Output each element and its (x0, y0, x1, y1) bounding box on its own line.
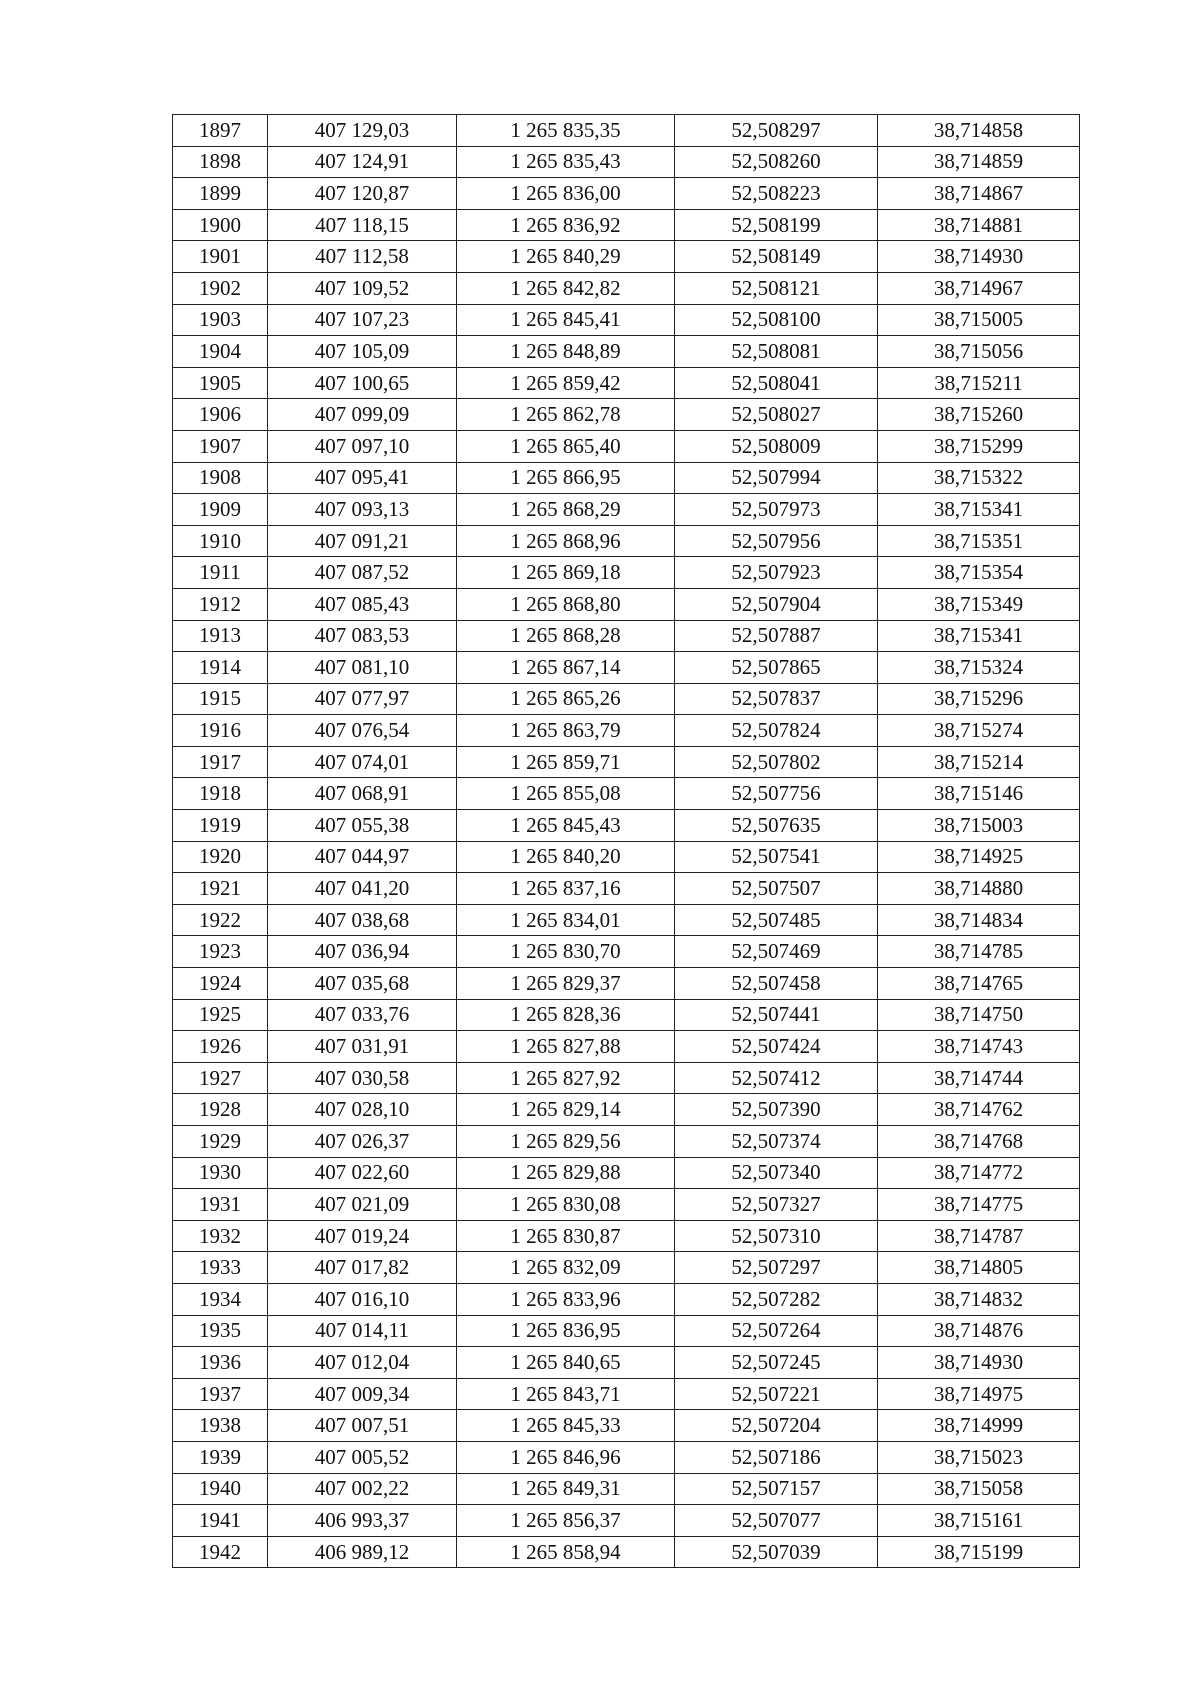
latitude-cell: 52,507485 (675, 904, 878, 936)
point-number-cell: 1905 (173, 367, 268, 399)
point-number-cell: 1937 (173, 1378, 268, 1410)
x-coordinate-cell: 407 100,65 (268, 367, 457, 399)
x-coordinate-cell: 407 031,91 (268, 1031, 457, 1063)
point-number-cell: 1933 (173, 1252, 268, 1284)
table-row (173, 272, 1080, 304)
latitude-cell: 52,507469 (675, 936, 878, 968)
longitude-cell: 38,715322 (878, 462, 1080, 494)
y-coordinate-cell: 1 265 865,40 (457, 430, 675, 462)
point-number-cell: 1934 (173, 1283, 268, 1315)
table-row (173, 1505, 1080, 1537)
point-number-cell: 1940 (173, 1473, 268, 1505)
longitude-cell: 38,715299 (878, 430, 1080, 462)
longitude-cell: 38,715058 (878, 1473, 1080, 1505)
longitude-cell: 38,715023 (878, 1441, 1080, 1473)
longitude-cell: 38,715056 (878, 336, 1080, 368)
latitude-cell: 52,507887 (675, 620, 878, 652)
table-row (173, 1283, 1080, 1315)
x-coordinate-cell: 407 036,94 (268, 936, 457, 968)
y-coordinate-cell: 1 265 848,89 (457, 336, 675, 368)
longitude-cell: 38,714930 (878, 1347, 1080, 1379)
x-coordinate-cell: 407 005,52 (268, 1441, 457, 1473)
latitude-cell: 52,507282 (675, 1283, 878, 1315)
table-row (173, 968, 1080, 1000)
point-number-cell: 1920 (173, 841, 268, 873)
table-row (173, 304, 1080, 336)
y-coordinate-cell: 1 265 836,92 (457, 209, 675, 241)
longitude-cell: 38,715005 (878, 304, 1080, 336)
longitude-cell: 38,714859 (878, 146, 1080, 178)
longitude-cell: 38,715351 (878, 525, 1080, 557)
latitude-cell: 52,507973 (675, 494, 878, 526)
latitude-cell: 52,507904 (675, 588, 878, 620)
table-row (173, 1252, 1080, 1284)
latitude-cell: 52,507186 (675, 1441, 878, 1473)
point-number-cell: 1914 (173, 652, 268, 684)
latitude-cell: 52,507374 (675, 1126, 878, 1158)
y-coordinate-cell: 1 265 837,16 (457, 873, 675, 905)
point-number-cell: 1942 (173, 1536, 268, 1568)
y-coordinate-cell: 1 265 849,31 (457, 1473, 675, 1505)
point-number-cell: 1930 (173, 1157, 268, 1189)
point-number-cell: 1901 (173, 241, 268, 273)
latitude-cell: 52,508027 (675, 399, 878, 431)
x-coordinate-cell: 407 014,11 (268, 1315, 457, 1347)
latitude-cell: 52,507441 (675, 999, 878, 1031)
x-coordinate-cell: 407 099,09 (268, 399, 457, 431)
latitude-cell: 52,508223 (675, 178, 878, 210)
point-number-cell: 1928 (173, 1094, 268, 1126)
y-coordinate-cell: 1 265 868,29 (457, 494, 675, 526)
x-coordinate-cell: 407 083,53 (268, 620, 457, 652)
point-number-cell: 1906 (173, 399, 268, 431)
latitude-cell: 52,507412 (675, 1062, 878, 1094)
latitude-cell: 52,507635 (675, 810, 878, 842)
x-coordinate-cell: 407 093,13 (268, 494, 457, 526)
table-row (173, 1062, 1080, 1094)
y-coordinate-cell: 1 265 845,33 (457, 1410, 675, 1442)
latitude-cell: 52,507756 (675, 778, 878, 810)
table-row (173, 936, 1080, 968)
y-coordinate-cell: 1 265 845,41 (457, 304, 675, 336)
latitude-cell: 52,507424 (675, 1031, 878, 1063)
latitude-cell: 52,508199 (675, 209, 878, 241)
longitude-cell: 38,715003 (878, 810, 1080, 842)
x-coordinate-cell: 407 129,03 (268, 115, 457, 147)
table-row (173, 430, 1080, 462)
table-row (173, 462, 1080, 494)
latitude-cell: 52,507340 (675, 1157, 878, 1189)
latitude-cell: 52,507824 (675, 715, 878, 747)
y-coordinate-cell: 1 265 830,87 (457, 1220, 675, 1252)
x-coordinate-cell: 407 019,24 (268, 1220, 457, 1252)
point-number-cell: 1917 (173, 746, 268, 778)
latitude-cell: 52,508100 (675, 304, 878, 336)
table-row (173, 652, 1080, 684)
point-number-cell: 1911 (173, 557, 268, 589)
longitude-cell: 38,715349 (878, 588, 1080, 620)
y-coordinate-cell: 1 265 843,71 (457, 1378, 675, 1410)
table-row (173, 746, 1080, 778)
table-row (173, 1441, 1080, 1473)
table-row (173, 209, 1080, 241)
table-row (173, 557, 1080, 589)
x-coordinate-cell: 407 076,54 (268, 715, 457, 747)
y-coordinate-cell: 1 265 832,09 (457, 1252, 675, 1284)
latitude-cell: 52,507327 (675, 1189, 878, 1221)
table-row (173, 683, 1080, 715)
table-row (173, 115, 1080, 147)
y-coordinate-cell: 1 265 836,00 (457, 178, 675, 210)
point-number-cell: 1926 (173, 1031, 268, 1063)
table-row (173, 1473, 1080, 1505)
point-number-cell: 1910 (173, 525, 268, 557)
x-coordinate-cell: 407 107,23 (268, 304, 457, 336)
latitude-cell: 52,508041 (675, 367, 878, 399)
table-row (173, 999, 1080, 1031)
y-coordinate-cell: 1 265 835,35 (457, 115, 675, 147)
table-row (173, 1189, 1080, 1221)
latitude-cell: 52,507994 (675, 462, 878, 494)
latitude-cell: 52,507310 (675, 1220, 878, 1252)
x-coordinate-cell: 407 081,10 (268, 652, 457, 684)
y-coordinate-cell: 1 265 868,96 (457, 525, 675, 557)
table-row (173, 1220, 1080, 1252)
y-coordinate-cell: 1 265 855,08 (457, 778, 675, 810)
latitude-cell: 52,507077 (675, 1505, 878, 1537)
x-coordinate-cell: 407 095,41 (268, 462, 457, 494)
longitude-cell: 38,715199 (878, 1536, 1080, 1568)
point-number-cell: 1907 (173, 430, 268, 462)
x-coordinate-cell: 407 087,52 (268, 557, 457, 589)
table-row (173, 399, 1080, 431)
point-number-cell: 1912 (173, 588, 268, 620)
y-coordinate-cell: 1 265 827,92 (457, 1062, 675, 1094)
table-row (173, 873, 1080, 905)
table-row (173, 1347, 1080, 1379)
point-number-cell: 1916 (173, 715, 268, 747)
longitude-cell: 38,715296 (878, 683, 1080, 715)
y-coordinate-cell: 1 265 867,14 (457, 652, 675, 684)
y-coordinate-cell: 1 265 830,70 (457, 936, 675, 968)
longitude-cell: 38,714785 (878, 936, 1080, 968)
y-coordinate-cell: 1 265 829,37 (457, 968, 675, 1000)
longitude-cell: 38,714999 (878, 1410, 1080, 1442)
x-coordinate-cell: 407 109,52 (268, 272, 457, 304)
x-coordinate-cell: 407 068,91 (268, 778, 457, 810)
longitude-cell: 38,714772 (878, 1157, 1080, 1189)
y-coordinate-cell: 1 265 858,94 (457, 1536, 675, 1568)
x-coordinate-cell: 407 124,91 (268, 146, 457, 178)
table-row (173, 146, 1080, 178)
point-number-cell: 1929 (173, 1126, 268, 1158)
latitude-cell: 52,507802 (675, 746, 878, 778)
x-coordinate-cell: 407 035,68 (268, 968, 457, 1000)
table-row (173, 588, 1080, 620)
y-coordinate-cell: 1 265 868,28 (457, 620, 675, 652)
y-coordinate-cell: 1 265 833,96 (457, 1283, 675, 1315)
latitude-cell: 52,507039 (675, 1536, 878, 1568)
latitude-cell: 52,507837 (675, 683, 878, 715)
longitude-cell: 38,714867 (878, 178, 1080, 210)
longitude-cell: 38,714775 (878, 1189, 1080, 1221)
x-coordinate-cell: 407 016,10 (268, 1283, 457, 1315)
table-row (173, 715, 1080, 747)
y-coordinate-cell: 1 265 859,71 (457, 746, 675, 778)
x-coordinate-cell: 407 022,60 (268, 1157, 457, 1189)
x-coordinate-cell: 407 112,58 (268, 241, 457, 273)
x-coordinate-cell: 407 017,82 (268, 1252, 457, 1284)
longitude-cell: 38,714834 (878, 904, 1080, 936)
point-number-cell: 1936 (173, 1347, 268, 1379)
y-coordinate-cell: 1 265 828,36 (457, 999, 675, 1031)
point-number-cell: 1904 (173, 336, 268, 368)
x-coordinate-cell: 407 012,04 (268, 1347, 457, 1379)
latitude-cell: 52,507390 (675, 1094, 878, 1126)
longitude-cell: 38,715341 (878, 494, 1080, 526)
latitude-cell: 52,507541 (675, 841, 878, 873)
longitude-cell: 38,714975 (878, 1378, 1080, 1410)
longitude-cell: 38,714762 (878, 1094, 1080, 1126)
point-number-cell: 1913 (173, 620, 268, 652)
y-coordinate-cell: 1 265 859,42 (457, 367, 675, 399)
longitude-cell: 38,714858 (878, 115, 1080, 147)
longitude-cell: 38,715354 (878, 557, 1080, 589)
y-coordinate-cell: 1 265 829,56 (457, 1126, 675, 1158)
point-number-cell: 1924 (173, 968, 268, 1000)
latitude-cell: 52,507204 (675, 1410, 878, 1442)
y-coordinate-cell: 1 265 827,88 (457, 1031, 675, 1063)
x-coordinate-cell: 407 077,97 (268, 683, 457, 715)
table-row (173, 1536, 1080, 1568)
point-number-cell: 1939 (173, 1441, 268, 1473)
y-coordinate-cell: 1 265 868,80 (457, 588, 675, 620)
table-row (173, 1094, 1080, 1126)
table-row (173, 241, 1080, 273)
latitude-cell: 52,507458 (675, 968, 878, 1000)
y-coordinate-cell: 1 265 869,18 (457, 557, 675, 589)
latitude-cell: 52,507923 (675, 557, 878, 589)
longitude-cell: 38,715146 (878, 778, 1080, 810)
latitude-cell: 52,508121 (675, 272, 878, 304)
x-coordinate-cell: 406 989,12 (268, 1536, 457, 1568)
point-number-cell: 1899 (173, 178, 268, 210)
point-number-cell: 1922 (173, 904, 268, 936)
longitude-cell: 38,715274 (878, 715, 1080, 747)
longitude-cell: 38,714876 (878, 1315, 1080, 1347)
y-coordinate-cell: 1 265 856,37 (457, 1505, 675, 1537)
y-coordinate-cell: 1 265 840,20 (457, 841, 675, 873)
x-coordinate-cell: 407 120,87 (268, 178, 457, 210)
longitude-cell: 38,714768 (878, 1126, 1080, 1158)
x-coordinate-cell: 407 074,01 (268, 746, 457, 778)
point-number-cell: 1908 (173, 462, 268, 494)
point-number-cell: 1938 (173, 1410, 268, 1442)
longitude-cell: 38,714787 (878, 1220, 1080, 1252)
y-coordinate-cell: 1 265 840,29 (457, 241, 675, 273)
y-coordinate-cell: 1 265 866,95 (457, 462, 675, 494)
y-coordinate-cell: 1 265 834,01 (457, 904, 675, 936)
longitude-cell: 38,714925 (878, 841, 1080, 873)
longitude-cell: 38,714744 (878, 1062, 1080, 1094)
point-number-cell: 1932 (173, 1220, 268, 1252)
x-coordinate-cell: 406 993,37 (268, 1505, 457, 1537)
y-coordinate-cell: 1 265 842,82 (457, 272, 675, 304)
table-row (173, 904, 1080, 936)
longitude-cell: 38,714765 (878, 968, 1080, 1000)
longitude-cell: 38,714743 (878, 1031, 1080, 1063)
longitude-cell: 38,715341 (878, 620, 1080, 652)
x-coordinate-cell: 407 038,68 (268, 904, 457, 936)
x-coordinate-cell: 407 041,20 (268, 873, 457, 905)
longitude-cell: 38,715324 (878, 652, 1080, 684)
point-number-cell: 1925 (173, 999, 268, 1031)
longitude-cell: 38,714930 (878, 241, 1080, 273)
point-number-cell: 1923 (173, 936, 268, 968)
point-number-cell: 1897 (173, 115, 268, 147)
longitude-cell: 38,714881 (878, 209, 1080, 241)
x-coordinate-cell: 407 009,34 (268, 1378, 457, 1410)
table-row (173, 810, 1080, 842)
x-coordinate-cell: 407 026,37 (268, 1126, 457, 1158)
point-number-cell: 1941 (173, 1505, 268, 1537)
point-number-cell: 1931 (173, 1189, 268, 1221)
latitude-cell: 52,508081 (675, 336, 878, 368)
y-coordinate-cell: 1 265 863,79 (457, 715, 675, 747)
x-coordinate-cell: 407 085,43 (268, 588, 457, 620)
latitude-cell: 52,507221 (675, 1378, 878, 1410)
table-row (173, 1410, 1080, 1442)
y-coordinate-cell: 1 265 835,43 (457, 146, 675, 178)
y-coordinate-cell: 1 265 862,78 (457, 399, 675, 431)
latitude-cell: 52,508009 (675, 430, 878, 462)
point-number-cell: 1902 (173, 272, 268, 304)
latitude-cell: 52,507157 (675, 1473, 878, 1505)
point-number-cell: 1915 (173, 683, 268, 715)
table-row (173, 1378, 1080, 1410)
point-number-cell: 1919 (173, 810, 268, 842)
x-coordinate-cell: 407 021,09 (268, 1189, 457, 1221)
table-row (173, 367, 1080, 399)
latitude-cell: 52,507507 (675, 873, 878, 905)
table-row (173, 841, 1080, 873)
table-row (173, 778, 1080, 810)
y-coordinate-cell: 1 265 829,88 (457, 1157, 675, 1189)
table-row (173, 494, 1080, 526)
x-coordinate-cell: 407 030,58 (268, 1062, 457, 1094)
table-row (173, 620, 1080, 652)
table-row (173, 178, 1080, 210)
y-coordinate-cell: 1 265 865,26 (457, 683, 675, 715)
point-number-cell: 1918 (173, 778, 268, 810)
table-row (173, 1157, 1080, 1189)
latitude-cell: 52,507297 (675, 1252, 878, 1284)
y-coordinate-cell: 1 265 845,43 (457, 810, 675, 842)
coordinates-table (172, 114, 1080, 1568)
latitude-cell: 52,508297 (675, 115, 878, 147)
point-number-cell: 1900 (173, 209, 268, 241)
point-number-cell: 1935 (173, 1315, 268, 1347)
latitude-cell: 52,507245 (675, 1347, 878, 1379)
x-coordinate-cell: 407 105,09 (268, 336, 457, 368)
point-number-cell: 1927 (173, 1062, 268, 1094)
longitude-cell: 38,715161 (878, 1505, 1080, 1537)
y-coordinate-cell: 1 265 830,08 (457, 1189, 675, 1221)
x-coordinate-cell: 407 091,21 (268, 525, 457, 557)
latitude-cell: 52,507865 (675, 652, 878, 684)
latitude-cell: 52,507956 (675, 525, 878, 557)
point-number-cell: 1898 (173, 146, 268, 178)
longitude-cell: 38,714967 (878, 272, 1080, 304)
longitude-cell: 38,714805 (878, 1252, 1080, 1284)
latitude-cell: 52,507264 (675, 1315, 878, 1347)
table-row (173, 1315, 1080, 1347)
y-coordinate-cell: 1 265 846,96 (457, 1441, 675, 1473)
x-coordinate-cell: 407 002,22 (268, 1473, 457, 1505)
y-coordinate-cell: 1 265 836,95 (457, 1315, 675, 1347)
point-number-cell: 1921 (173, 873, 268, 905)
x-coordinate-cell: 407 028,10 (268, 1094, 457, 1126)
x-coordinate-cell: 407 118,15 (268, 209, 457, 241)
y-coordinate-cell: 1 265 829,14 (457, 1094, 675, 1126)
table-row (173, 336, 1080, 368)
longitude-cell: 38,714750 (878, 999, 1080, 1031)
x-coordinate-cell: 407 044,97 (268, 841, 457, 873)
latitude-cell: 52,508149 (675, 241, 878, 273)
latitude-cell: 52,508260 (675, 146, 878, 178)
x-coordinate-cell: 407 055,38 (268, 810, 457, 842)
table-row (173, 525, 1080, 557)
longitude-cell: 38,715211 (878, 367, 1080, 399)
x-coordinate-cell: 407 007,51 (268, 1410, 457, 1442)
longitude-cell: 38,715260 (878, 399, 1080, 431)
point-number-cell: 1909 (173, 494, 268, 526)
longitude-cell: 38,714880 (878, 873, 1080, 905)
x-coordinate-cell: 407 033,76 (268, 999, 457, 1031)
point-number-cell: 1903 (173, 304, 268, 336)
longitude-cell: 38,714832 (878, 1283, 1080, 1315)
coordinates-table-body (173, 115, 1080, 1568)
table-row (173, 1031, 1080, 1063)
table-row (173, 1126, 1080, 1158)
x-coordinate-cell: 407 097,10 (268, 430, 457, 462)
y-coordinate-cell: 1 265 840,65 (457, 1347, 675, 1379)
longitude-cell: 38,715214 (878, 746, 1080, 778)
